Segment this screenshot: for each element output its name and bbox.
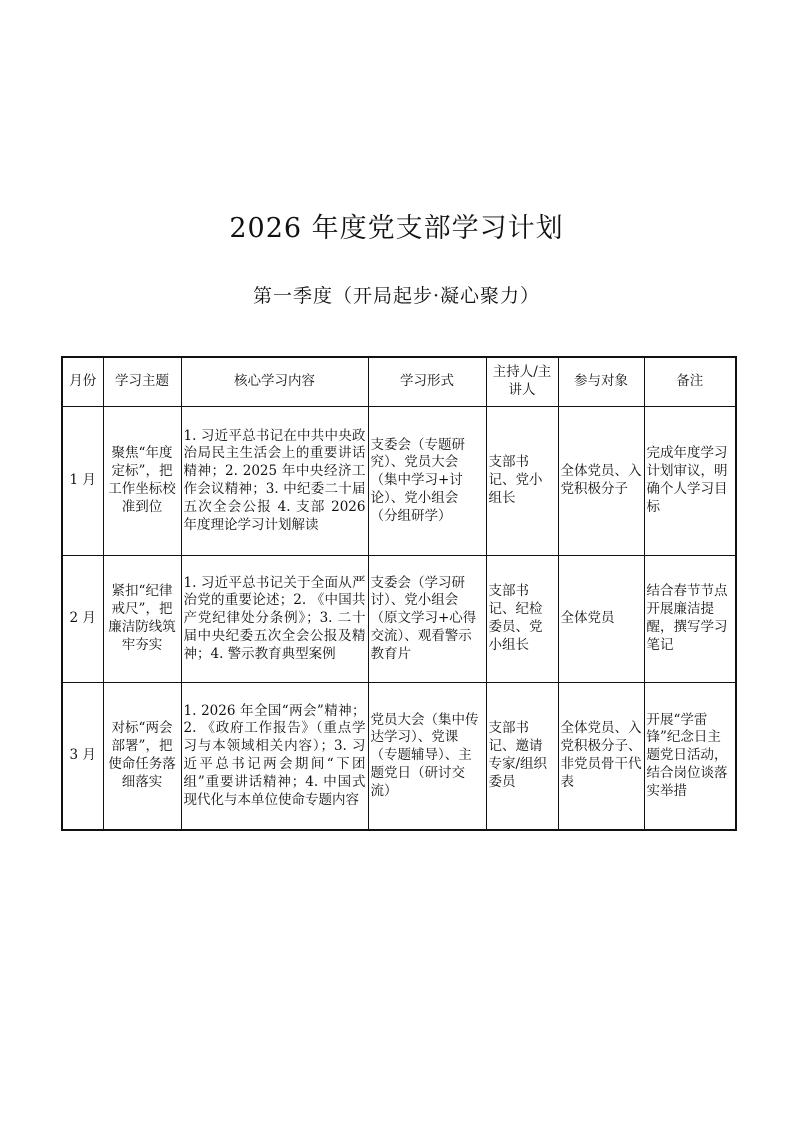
header-theme: 学习主题 [103, 357, 181, 407]
cell-theme: 对标“两会部署”，把使命任务落细落实 [103, 683, 181, 831]
page-title: 2026 年度党支部学习计划 [229, 213, 564, 244]
cell-content: 1. 习近平总书记在中共中央政治局民主生活会上的重要讲话精神；2. 2025 年中央经济工作会议精神；3. 中纪委二十届五次全会公报 4. 支部 2026 年度理论学习计划解读 [181, 407, 368, 556]
header-content: 核心学习内容 [181, 357, 368, 407]
cell-participants: 全体党员 [558, 556, 644, 683]
cell-month: 1 月 [62, 407, 103, 556]
cell-host: 支部书记、党小组长 [486, 407, 558, 556]
cell-form: 支委会（学习研讨）、党小组会（原文学习+心得交流）、观看警示教育片 [368, 556, 486, 683]
cell-host: 支部书记、邀请专家/组织委员 [486, 683, 558, 831]
cell-notes: 完成年度学习计划审议，明确个人学习目标 [644, 407, 736, 556]
table-row [62, 556, 736, 683]
cell-month: 2 月 [62, 556, 103, 683]
cell-form: 支委会（专题研究）、党员大会（集中学习+讨论）、党小组会（分组研学） [368, 407, 486, 556]
cell-theme: 聚焦“年度定标”，把工作坐标校准到位 [103, 407, 181, 556]
cell-content: 1. 2026 年全国“两会”精神；2. 《政府工作报告》（重点学习与本领域相关内容）；3. 习近平总书记两会期间“下团组”重要讲话精神；4. 中国式现代化与本单位使命专题内容 [181, 683, 368, 831]
cell-form: 党员大会（集中传达学习）、党课（专题辅导）、主题党日（研讨交流） [368, 683, 486, 831]
study-plan-table [61, 356, 737, 831]
cell-participants: 全体党员、入党积极分子 [558, 407, 644, 556]
page-subtitle: 第一季度（开局起步·凝心聚力） [252, 285, 541, 307]
cell-host: 支部书记、纪检委员、党小组长 [486, 556, 558, 683]
header-host: 主持人/主讲人 [486, 357, 558, 407]
header-notes: 备注 [644, 357, 736, 407]
cell-month: 3 月 [62, 683, 103, 831]
table-row [62, 683, 736, 831]
cell-notes: 开展“学雷锋”纪念日主题党日活动，结合岗位谈落实举措 [644, 683, 736, 831]
cell-content: 1. 习近平总书记关于全面从严治党的重要论述；2. 《中国共产党纪律处分条例》；3. 二十届中央纪委五次全会公报及精神；4. 警示教育典型案例 [181, 556, 368, 683]
header-form: 学习形式 [368, 357, 486, 407]
header-participants: 参与对象 [558, 357, 644, 407]
header-month: 月份 [62, 357, 103, 407]
cell-notes: 结合春节节点开展廉洁提醒，撰写学习笔记 [644, 556, 736, 683]
cell-theme: 紧扣“纪律戒尺”，把廉洁防线筑牢夯实 [103, 556, 181, 683]
table-row [62, 407, 736, 556]
cell-participants: 全体党员、入党积极分子、非党员骨干代表 [558, 683, 644, 831]
table-header-row [62, 357, 736, 407]
